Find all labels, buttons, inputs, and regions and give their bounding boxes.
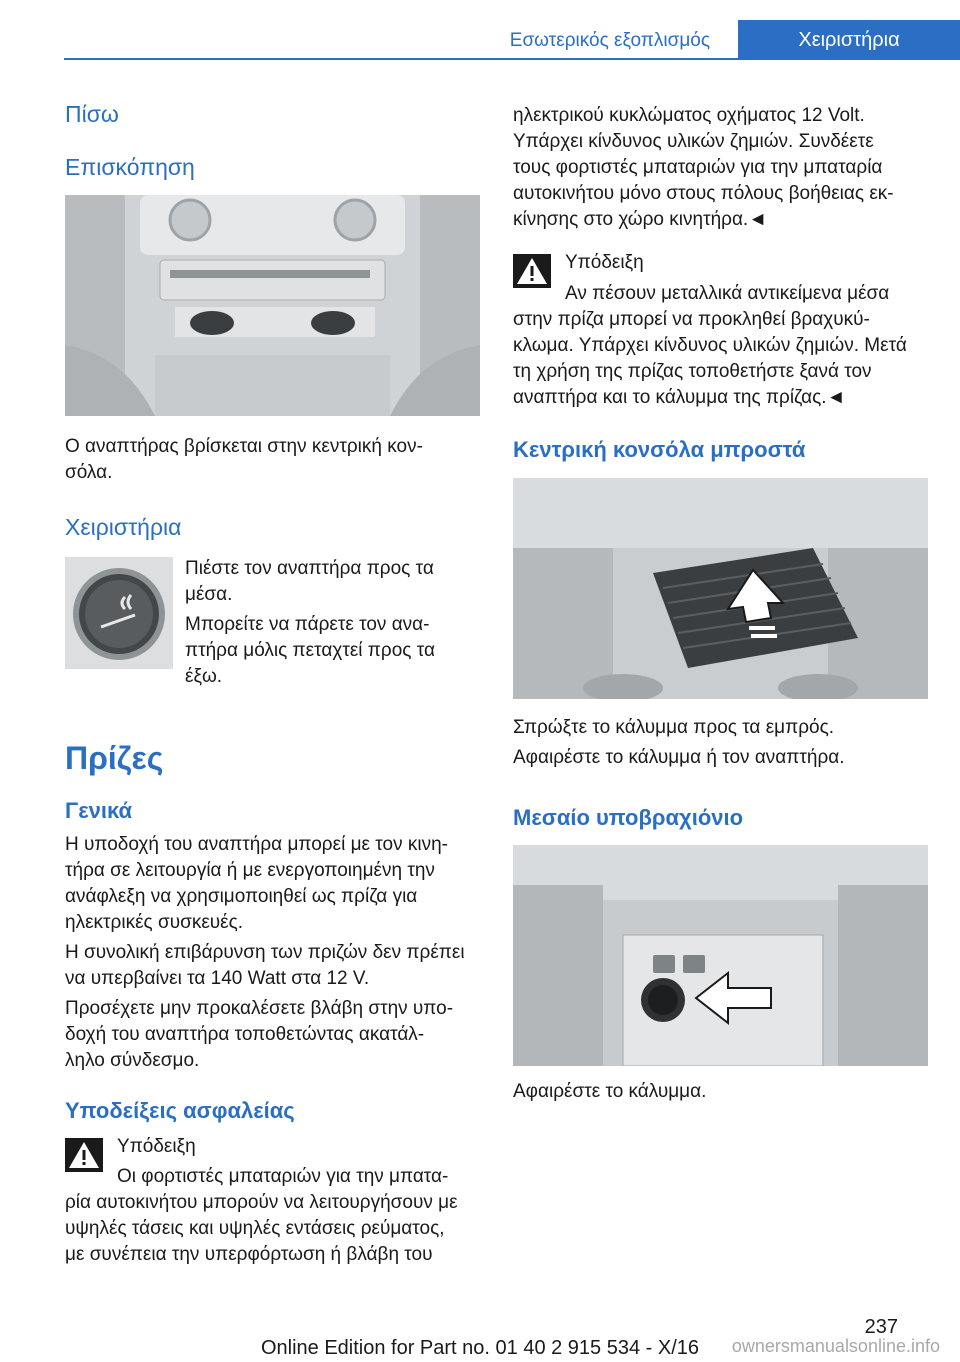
heading-controls: Χειριστήρια [65, 514, 182, 540]
continued-line1: ηλεκτρικού κυκλώματος οχήματος 12 Volt. [513, 105, 865, 126]
warn-line1: Αν πέσουν μεταλλικά αντικείμενα μέσα [565, 283, 890, 304]
front-line2: Αφαιρέστε το κάλυμμα ή τον αναπτήρα. [513, 747, 845, 768]
controls-line3: Μπορείτε να πάρετε τον ανα- [185, 614, 430, 635]
heading-safety: Υποδείξεις ασφαλείας [65, 1098, 295, 1123]
safety-label: Υπόδειξη [117, 1136, 196, 1157]
watermark: ownersmanualsonline.info [731, 1336, 940, 1356]
front-line1: Σπρώξτε το κάλυμμα προς τα εμπρός. [513, 717, 835, 738]
general-line8: δοχή του αναπτήρα τοποθετώντας ακατάλ- [65, 1024, 425, 1045]
safety-line4: με συνέπεια την υπερφόρτωση ή βλάβη του [65, 1244, 433, 1265]
warn-line2: στην πρίζα μπορεί να προκληθεί βραχυκύ- [513, 309, 870, 330]
front-console-photo [513, 478, 928, 699]
warn-label: Υπόδειξη [565, 252, 644, 273]
continued-line4: αυτοκινήτου μόνο στους πόλους βοήθειας εκ- [513, 183, 894, 204]
controls-line4: πτήρα μόλις πεταχτεί προς τα [185, 640, 435, 661]
general-line6: να υπερβαίνει τα 140 Watt στα 12 V. [65, 968, 370, 989]
heading-front-console: Κεντρική κονσόλα μπροστά [513, 437, 806, 462]
page-header [0, 0, 960, 60]
general-line3: ανάφλεξη να χρησιμοποιηθεί ως πρίζα για [65, 886, 418, 907]
edition-footer: Online Edition for Part no. 01 40 2 915 534 - X/16 [260, 1337, 700, 1359]
controls-line5: έξω. [185, 666, 223, 687]
general-line4: ηλεκτρικές συσκευές. [65, 912, 244, 933]
general-line7: Προσέχετε μην προκαλέσετε βλάβη στην υπο- [65, 998, 454, 1019]
general-line5: Η συνολική επιβάρυνση των πριζών δεν πρέπει [65, 942, 465, 963]
general-line9: ληλο σύνδεσμο. [65, 1050, 200, 1071]
warn-line5: αναπτήρα και το κάλυμμα της πρίζας.◄ [513, 387, 846, 408]
heading-sockets: Πρίζες [65, 740, 164, 776]
lighter-button-photo [65, 557, 173, 669]
rear-console-photo [65, 195, 480, 416]
heading-middle-armrest: Μεσαίο υποβραχιόνιο [513, 805, 744, 830]
middle-line1: Αφαιρέστε το κάλυμμα. [513, 1081, 707, 1102]
overview-caption-line2: σόλα. [65, 462, 113, 483]
page-number: 237 [864, 1316, 898, 1338]
heading-general: Γενικά [65, 798, 133, 823]
heading-overview: Επισκόπηση [65, 154, 195, 180]
continued-line3: τους φορτιστές μπαταριών για την μπαταρία [513, 157, 883, 178]
continued-line5: κίνησης στο χώρο κινητήρα.◄ [513, 209, 768, 230]
overview-caption-line1: Ο αναπτήρας βρίσκεται στην κεντρική κον- [65, 436, 423, 457]
warning-icon [65, 1138, 103, 1172]
continued-line2: Υπάρχει κίνδυνος υλικών ζημιών. Συνδέετε [513, 131, 874, 152]
warn-line4: τη χρήση της πρίζας τοποθετήστε ξανά τον [513, 361, 872, 382]
armrest-photo [513, 845, 928, 1066]
safety-line3: υψηλές τάσεις και υψηλές εντάσεις ρεύματος, [65, 1218, 445, 1239]
header-rule [64, 58, 960, 60]
warning-icon [513, 254, 551, 288]
general-line2: τήρα σε λειτουργία ή με ενεργοποιημένη την [65, 860, 435, 881]
safety-line1: Οι φορτιστές μπαταριών για την μπατα- [117, 1166, 449, 1187]
heading-rear: Πίσω [65, 101, 119, 127]
controls-line1: Πιέστε τον αναπτήρα προς τα [185, 558, 434, 579]
safety-line2: ρία αυτοκινήτου μπορούν να λειτουργήσουν με [65, 1192, 458, 1213]
general-line1: Η υποδοχή του αναπτήρα μπορεί με τον κινη- [65, 834, 448, 855]
header-chapter-tab: Χειριστήρια [738, 20, 960, 60]
header-section-title: Εσωτερικός εξοπλισμός [509, 30, 710, 51]
warn-line3: κλωμα. Υπάρχει κίνδυνος υλικών ζημιών. Μετά [513, 335, 907, 356]
controls-line2: μέσα. [185, 584, 233, 605]
